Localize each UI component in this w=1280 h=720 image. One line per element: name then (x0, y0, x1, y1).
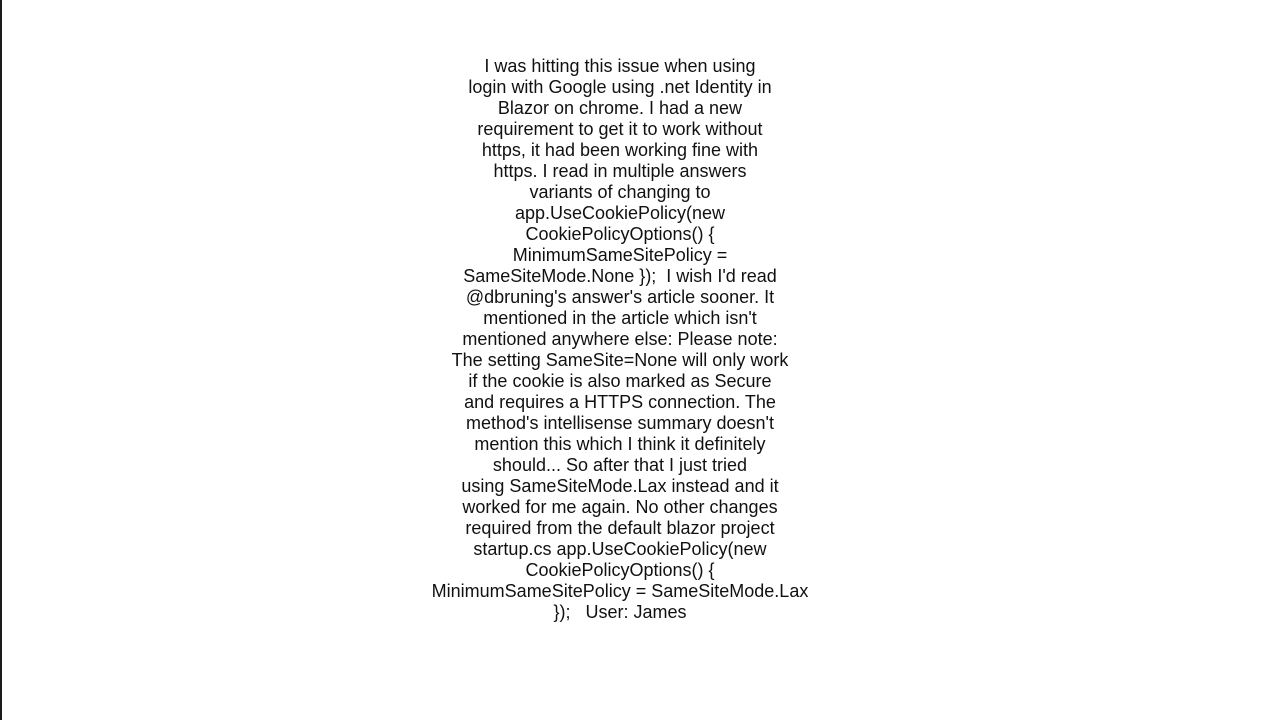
post-line: SameSiteMode.None }); I wish I'd read (463, 266, 777, 286)
post-line: https, it had been working fine with (481, 140, 759, 160)
post-line: CookiePolicyOptions() { (525, 224, 715, 244)
left-border-line (0, 0, 2, 720)
post-line: MinimumSameSitePolicy = (512, 245, 728, 265)
post-line: mentioned in the article which isn't (483, 308, 757, 328)
post-line: mentioned anywhere else: Please note: (462, 329, 778, 349)
post-line: should... So after that I just tried (492, 455, 748, 475)
post-line: @dbruning's answer's article sooner. It (465, 287, 775, 307)
post-line: requirement to get it to work without (477, 119, 763, 139)
post-line: and requires a HTTPS connection. The (464, 392, 776, 412)
post-text (380, 56, 860, 623)
post-line: https. I read in multiple answers (493, 161, 747, 181)
post-line: required from the default blazor project (465, 518, 775, 538)
post-line: I was hitting this issue when using (484, 56, 756, 76)
post-line: variants of changing to (529, 182, 711, 202)
post-line: mention this which I think it definitely (474, 434, 766, 454)
post-line: startup.cs app.UseCookiePolicy(new (473, 539, 767, 559)
post-line: method's intellisense summary doesn't (465, 413, 774, 433)
post-line: MinimumSameSitePolicy = SameSiteMode.Lax (431, 581, 809, 601)
post-line: login with Google using .net Identity in (468, 77, 772, 97)
post-line-author: }); User: James (553, 602, 687, 622)
post-line: using SameSiteMode.Lax instead and it (461, 476, 779, 496)
post-line: if the cookie is also marked as Secure (468, 371, 772, 391)
post-line: Blazor on chrome. I had a new (497, 98, 743, 118)
post-line: worked for me again. No other changes (462, 497, 778, 517)
post-line: The setting SameSite=None will only work (451, 350, 789, 370)
post-line: app.UseCookiePolicy(new (514, 203, 726, 223)
post-line: CookiePolicyOptions() { (525, 560, 715, 580)
